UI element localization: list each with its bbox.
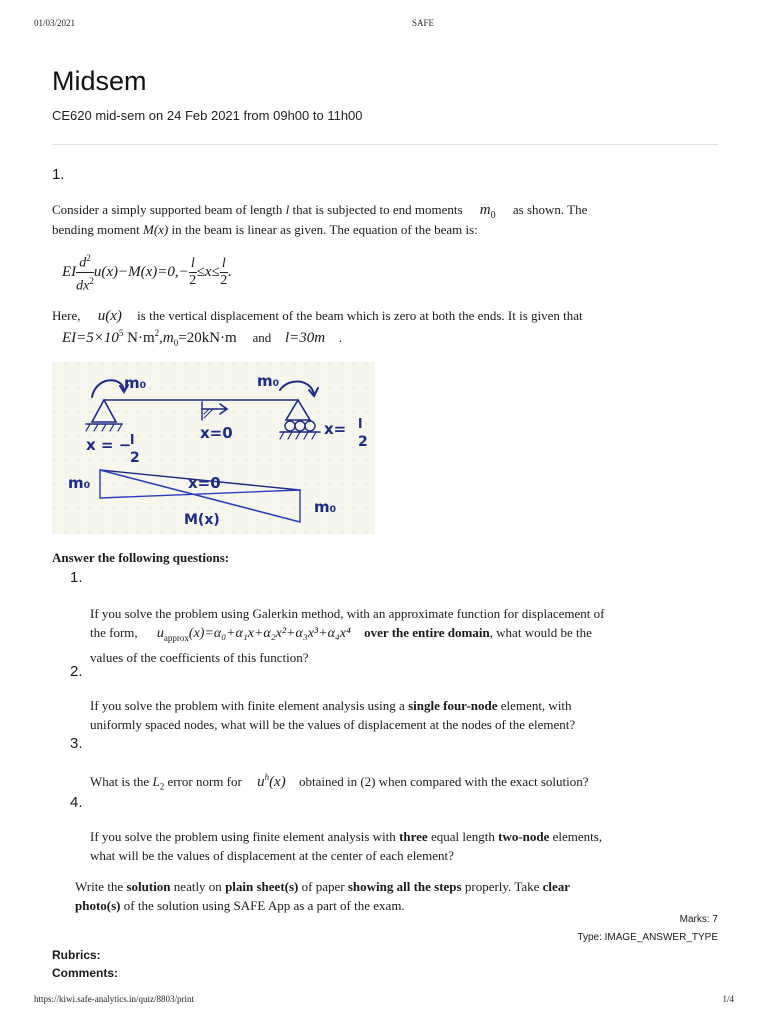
subq-4-text: If you solve the problem using finite element analysis with three equal length two-node elements, what will be the values of displacement at the center of each element? bbox=[90, 829, 603, 863]
print-page: 1/4 bbox=[722, 994, 734, 1004]
fig-x-left: x = − bbox=[86, 436, 132, 454]
question-type: Type: IMAGE_ANSWER_TYPE bbox=[577, 932, 718, 943]
print-date: 01/03/2021 bbox=[34, 18, 76, 28]
here-line: Here, u(x) is the vertical displacement of the beam which is zero at both the ends. It is given that bbox=[52, 308, 583, 324]
subq-2-number: 2. bbox=[70, 663, 83, 680]
subq-1-number: 1. bbox=[70, 569, 83, 586]
eq-l-2: l bbox=[221, 255, 226, 271]
fig-m0-left: m₀ bbox=[124, 374, 147, 392]
question-number: 1. bbox=[52, 166, 65, 183]
subq-3-number: 3. bbox=[70, 735, 83, 752]
fig-x-zero-top: x=0 bbox=[200, 424, 233, 442]
fig-x-right: x= bbox=[324, 420, 347, 438]
beam-diagram bbox=[52, 362, 375, 534]
fig-mx: M(x) bbox=[184, 512, 220, 528]
fig-x-right-n: l bbox=[358, 417, 363, 432]
question-intro: Consider a simply supported beam of length l that is subjected to end moments $m_0$ as shown. The bbox=[52, 202, 588, 221]
marks: Marks: 7 bbox=[679, 914, 718, 925]
beam-equation: EI $\frac{d^2}{dx^2}$ u(x)−M(x)=0,− $\frac{l}{2}$ ≤x≤ $\frac{l}{2}$ . bbox=[62, 252, 231, 292]
fig-x-left-n: l bbox=[130, 433, 135, 448]
fig-x-zero-bottom: x=0 bbox=[188, 474, 221, 492]
instructions: Write the solution neatly on plain sheet(s) of paper showing all the steps properly. Take clear photo(s) of the solution using SAFE App as a part of the exam. bbox=[75, 879, 571, 913]
given-values: $EI=5\times 10^5$ $N\cdot m^2,m_0=20kN\cdot m$ and l=30m . bbox=[62, 328, 343, 348]
print-url[interactable]: https://kiwi.safe-analytics.in/quiz/8803/print bbox=[34, 994, 194, 1004]
subq-3-text: What is the $L_2$ error norm for $u^h(x)$ obtained in (2) when compared with the exact solution? bbox=[90, 772, 589, 792]
divider bbox=[52, 144, 718, 145]
comments-label: Comments: bbox=[52, 966, 119, 980]
question-intro-line2: bending moment M(x) in the beam is linear as given. The equation of the beam is: bbox=[52, 222, 478, 237]
page-title: Midsem bbox=[52, 66, 147, 96]
eq-two-2: 2 bbox=[220, 272, 228, 288]
beam-figure bbox=[52, 362, 375, 534]
subq-1-text: If you solve the problem using Galerkin method, with an approximate function for displacement of the form, $u_{approx}(x)=\alpha_0+\alpha_1x+\alpha_2x^2+\alpha_3x^3+\alpha_4x^4$ over the entire domain, what would be the values of the coefficients of this function? bbox=[90, 606, 605, 665]
subq-2-text: If you solve the problem with finite element analysis using a single four-node element, with uniformly spaced nodes, what will be the values of displacement at the nodes of the element? bbox=[90, 698, 576, 732]
fig-m0-bottom-left: m₀ bbox=[68, 474, 91, 492]
fig-x-left-d: 2 bbox=[130, 450, 140, 466]
fig-x-right-d: 2 bbox=[358, 434, 368, 450]
answer-heading: Answer the following questions: bbox=[52, 550, 230, 565]
rubrics-label: Rubrics: bbox=[52, 948, 101, 962]
fig-m0-right: m₀ bbox=[257, 372, 280, 390]
fig-m0-bottom-right: m₀ bbox=[314, 498, 337, 516]
page-subtitle: CE620 mid-sem on 24 Feb 2021 from 09h00 to 11h00 bbox=[52, 108, 363, 123]
subq-4-number: 4. bbox=[70, 794, 83, 811]
print-site: SAFE bbox=[412, 18, 435, 28]
